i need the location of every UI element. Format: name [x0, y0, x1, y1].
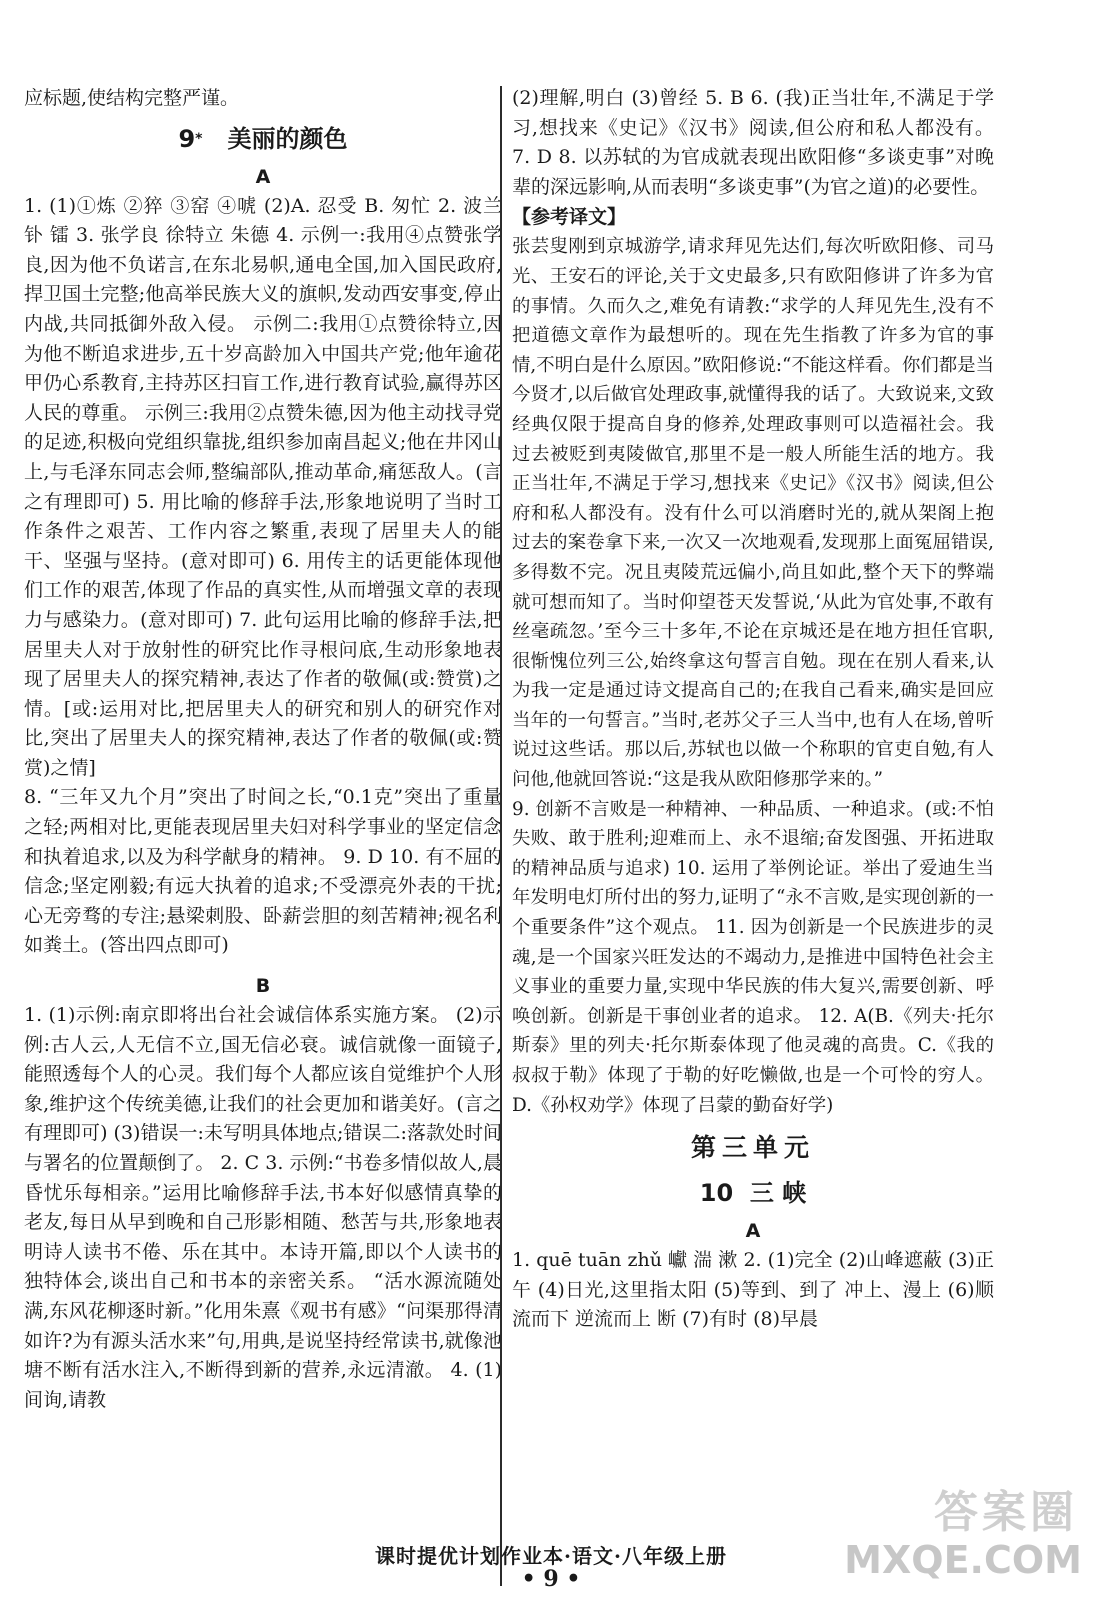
lesson-9-title — [24, 122, 502, 156]
lesson-name: 三 峡 — [749, 1179, 807, 1208]
answers-9-to-12: 9. 创新不言败是一种精神、一种品质、一种追求。(或:不怕失败、敢于胜利;迎难而上、永不退缩;奋发图强、开拓进取的精神品质与追求) 10. 运用了举例论证。举出了爱迪生当年发明电灯所付出的努力,证明了“永不言败,是实现创新的一个重要条件”这个观点。 11. 因为创新是一个民族进步的灵魂,是一个国家兴旺发达的不竭动力,是推进中国特色社会主义事业的重要力量,实现中华民族的伟大复兴,需要创新、呼唤创新。创新是干事创业者的追求。 12. A(B.《列夫·托尔斯泰》里的列夫·托尔斯泰体现了他灵魂的高贵。C.《我的叔叔于勒》体现了于勒的好吃懒做,也是一个可怜的穷人。D.《孙权劝学》体现了吕蒙的勤奋好学) — [512, 798, 994, 1116]
section-a-answers-2: 8. “三年又九个月”突出了时间之长,“0.1克”突出了重量之轻;两相对比,更能表现居里夫妇对科学事业的坚定信念和执着追求,以及为科学献身的精神。 9. D 10. 有不屈的信念;坚定刚毅;有远大执着的追求;不受漂亮外表的干扰;心无旁骛的专注;悬梁刺股、卧薪尝胆的刻苦精神;视名利如粪土。(答出四点即可) — [24, 786, 502, 957]
section-a-heading: A — [255, 165, 271, 188]
section-a-heading: A — [745, 1220, 761, 1243]
section-b-answers: 1. (1)示例:南京即将出台社会诚信体系实施方案。 (2)示例:古人云,人无信不立,国无信必衰。诚信就像一面镜子,能照透每个人的心灵。我们每个人都应该自觉维护个人形象,维护这个传统美德,让我们的社会更加和谐美好。(言之有理即可) (3)错误一:未写明具体地点;错误二:落款处时间与署名的位置颠倒了。 2. C 3. 示例:“书卷多情似故人,晨昏忧乐每相亲。”运用比喻修辞手法,书本好似感情真挚的老友,每日从早到晚和自己形影相随、愁苦与共,形象地表明诗人读书不倦、乐在其中。本诗开篇,即以个人读书的独特体会,谈出自己和书本的亲密关系。 “活水源流随处满,东风花柳逐时新。”化用朱熹《观书有感》“问渠那得清如许?为有源头活水来”句,用典,是说坚持经常读书,就像池塘不断有活水注入,不断得到新的营养,永远清澈。 4. (1)间询,请教 — [24, 1004, 502, 1411]
lesson-10-answers: 1. quē tuān zhǔ 巘 湍 漱 2. (1)完全 (2)山峰遮蔽 (3)正午 (4)日光,这里指太阳 (5)等到、到了 冲上、漫上 (6)顺流而下 逆流而上 断 (7)有时 (8)早晨 — [512, 1249, 994, 1331]
intro-text: 应标题,使结构完整严谨。 — [24, 87, 240, 109]
lesson-number: 10 — [699, 1179, 734, 1208]
watermark-sub: 答案圈 — [934, 1487, 1078, 1538]
footer-book-title: 课时提优计划作业本·语文·八年级上册 — [375, 1544, 727, 1568]
column-divider — [500, 86, 502, 1586]
right-column — [512, 84, 994, 1335]
lesson-number: 9 — [178, 124, 196, 153]
page-number: • 9 • — [521, 1566, 581, 1592]
lesson-mark: * — [195, 130, 203, 147]
answers-continued: (2)理解,明白 (3)曾经 5. B 6. (我)正当壮年,不满足于学习,想找来《史记》《汉书》阅读,但公府和私人都没有。 7. D 8. 以苏轼的为官成就表现出欧阳修“多谈吏事”对晚辈的深远影响,从而表明“多谈吏事”(为官之道)的必要性。 — [512, 87, 994, 198]
lesson-name: 美丽的颜色 — [227, 124, 348, 153]
left-column — [24, 84, 502, 1415]
translation-label: 【参考译文】 — [512, 206, 627, 229]
lesson-10-title — [512, 1176, 994, 1210]
watermark-logo — [842, 1487, 1092, 1592]
reference-translation: 张芸叟刚到京城游学,请求拜见先达们,每次听欧阳修、司马光、王安石的评论,关于文史最多,只有欧阳修讲了许多为官的事情。久而久之,难免有请教:“求学的人拜见先生,没有不把道德文章作为最想听的。现在先生指教了许多为官的事情,不明白是什么原因。”欧阳修说:“不能这样看。你们都是当今贤才,以后做官处理政事,就懂得我的话了。大致说来,文致经典仅限于提高自身的修养,处理政事则可以造福社会。我过去被贬到夷陵做官,那里不是一般人所能生活的地方。我正当壮年,不满足于学习,想找来《史记》《汉书》阅读,但公府和私人都没有。没有什么可以消磨时光的,就从架阁上抱过去的案卷拿下来,一次又一次地观看,发现那上面冤屈错误,多得数不完。况且夷陵荒远偏小,尚且如此,整个天下的弊端就可想而知了。当时仰望苍天发誓说,‘从此为官处事,不敢有丝毫疏忽。’至今三十多年,不论在京城还是在地方担任官职,很惭愧位列三公,始终拿这句誓言自勉。现在在别人看来,认为我一定是通过诗文提高自己的;在我自己看来,确实是回应当年的一句誓言。”当时,老苏父子三人当中,也有人在场,曾听说过这些话。那以后,苏轼也以做一个称职的官吏自勉,有人问他,他就回答说:“这是我从欧阳修那学来的。” — [512, 236, 994, 791]
unit-title: 第三单元 — [690, 1133, 815, 1163]
section-b-heading: B — [255, 975, 271, 998]
watermark-text: MXQE.COM — [844, 1538, 1082, 1582]
section-a-answers-1: 1. (1)①炼 ②猝 ③窑 ④唬 (2)A. 忍受 B. 匆忙 2. 波兰 钋 镭 3. 张学良 徐特立 朱德 4. 示例一:我用④点赞张学良,因为他不负诺言,在东北易帜,通电全国,加入国民政府,捍卫国土完整;他高举民族大义的旗帜,发动西安事变,停止内战,共同抵御外敌入侵。 示例二:我用①点赞徐特立,因为他不断追求进步,五十岁高龄加入中国共产党;他年逾花甲仍心系教育,主持苏区扫盲工作,进行教育试验,赢得苏区人民的尊重。 示例三:我用②点赞朱德,因为他主动找寻党的足迹,积极向党组织靠拢,组织参加南昌起义;他在井冈山上,与毛泽东同志会师,整编部队,推动革命,痛惩敌人。(言之有理即可) 5. 用比喻的修辞手法,形象地说明了当时工作条件之艰苦、工作内容之繁重,表现了居里夫人的能干、坚强与坚持。(意对即可) 6. 用传主的话更能体现他们工作的艰苦,体现了作品的真实性,从而增强文章的表现力与感染力。(意对即可) 7. 此句运用比喻的修辞手法,把居里夫人对于放射性的研究比作寻根问底,生动形象地表现了居里夫人的探究精神,表达了作者的敬佩(或:赞赏)之情。[或:运用对比,把居里夫人的研究和别人的研究作对比,突出了居里夫人的探究精神,表达了作者的敬佩(或:赞赏)之情] — [24, 194, 502, 779]
